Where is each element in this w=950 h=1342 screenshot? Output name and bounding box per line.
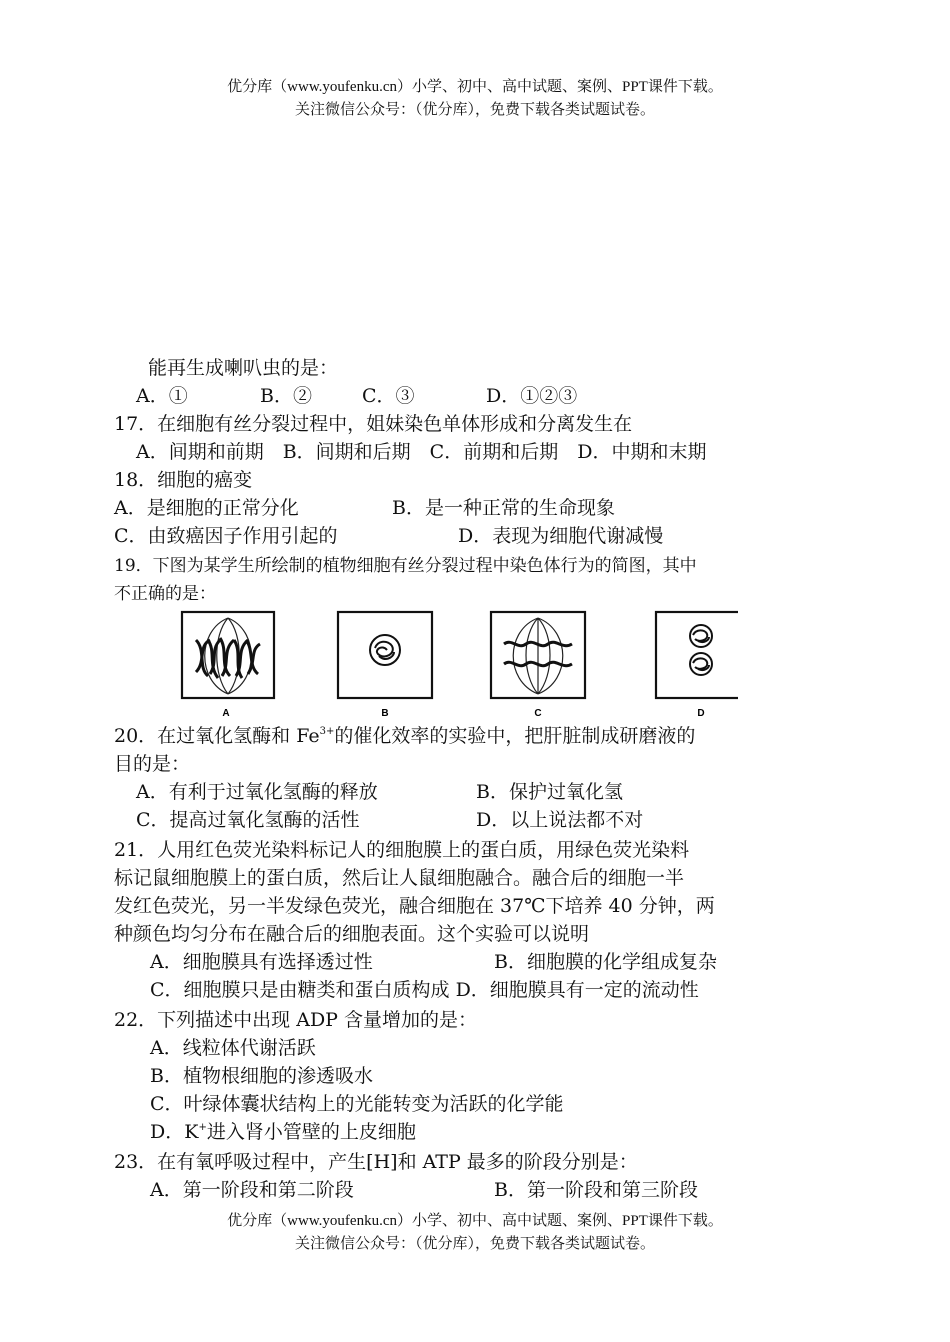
q22-option-a: A．线粒体代谢活跃 [150,1037,316,1059]
q21-line-4: 种颜色均匀分布在融合后的细胞表面。这个实验可以说明 [114,923,590,945]
q20-stem-post: 的催化效率的实验中，把肝脏制成研磨液的 [334,725,696,747]
q21-line-2: 标记鼠细胞膜上的蛋白质，然后让人鼠细胞融合。融合后的细胞一半 [114,867,685,889]
q20-option-d: D．以上说法都不对 [476,809,644,831]
page-header [0,76,950,120]
footer-line-2: 关注微信公众号：（优分库），免费下载各类试题试卷。 [294,1234,655,1252]
q16-option-a: A．① [136,385,188,407]
q23-option-b: B．第一阶段和第三阶段 [494,1179,698,1201]
mitosis-figure-svg [178,610,738,720]
q18-option-a: A．是细胞的正常分化 [114,497,299,519]
q22-option-b: B．植物根细胞的渗透吸水 [150,1065,373,1087]
cell-b [338,612,432,719]
q20-stem-line-2: 目的是： [114,753,191,775]
figure-label-c: C [534,708,542,719]
cell-a [182,612,274,719]
q21-line-1: 21．人用红色荧光染料标记人的细胞膜上的蛋白质，用绿色荧光染料 [114,839,690,861]
q21-option-a: A．细胞膜具有选择透过性 [150,951,373,973]
mitosis-figure [178,610,738,720]
q16-option-c: C．③ [362,385,415,407]
q20-stem-sup: 3+ [319,726,335,737]
cell-d [656,612,738,719]
cell-c [491,612,585,719]
q19-stem-line-2: 不正确的是： [114,584,216,604]
page-footer [0,1210,950,1254]
q22-opt-d-pre: D．K [150,1121,199,1143]
q20-option-a: A．有利于过氧化氢酶的释放 [136,781,378,803]
q21-option-b: B．细胞膜的化学组成复杂 [494,951,717,973]
q18-option-d: D．表现为细胞代谢减慢 [458,525,664,547]
q22-stem: 22．下列描述中出现 ADP 含量增加的是： [114,1009,477,1031]
figure-label-b: B [381,708,389,719]
q16-option-b: B．② [260,385,312,407]
footer-line-1: 优分库（www.youfenku.cn）小学、初中、高中试题、案例、PPT课件下载。 [227,1213,723,1229]
q22-opt-d-sup: + [198,1122,207,1133]
header-line-2: 关注微信公众号：（优分库），免费下载各类试题试卷。 [294,100,655,118]
q18-option-c: C．由致癌因子作用引起的 [114,525,338,547]
q23-stem: 23．在有氧呼吸过程中，产生[H]和 ATP 最多的阶段分别是： [114,1151,638,1173]
q19-stem-line-1: 19．下图为某学生所绘制的植物细胞有丝分裂过程中染色体行为的简图，其中 [114,556,697,576]
q16-option-d: D．①②③ [486,385,578,407]
q20-stem-pre: 20．在过氧化氢酶和 Fe [114,725,320,747]
q22-option-c: C．叶绿体囊状结构上的光能转变为活跃的化学能 [150,1093,564,1115]
q16-stem-tail: 能再生成喇叭虫的是： [148,357,339,379]
q17-options: A．间期和前期 B．间期和后期 C．前期和后期 D．中期和末期 [136,441,707,463]
q17-stem: 17．在细胞有丝分裂过程中，姐妹染色单体形成和分离发生在 [114,413,633,435]
q20-option-b: B．保护过氧化氢 [476,781,623,803]
q18-stem: 18．细胞的癌变 [114,469,253,491]
q21-option-cd: C．细胞膜只是由糖类和蛋白质构成 D．细胞膜具有一定的流动性 [150,979,699,1001]
q23-option-a: A．第一阶段和第二阶段 [150,1179,354,1201]
q21-line-3: 发红色荧光，另一半发绿色荧光，融合细胞在 37℃下培养 40 分钟，两 [114,895,715,917]
figure-label-a: A [222,708,230,719]
header-line-1: 优分库（www.youfenku.cn）小学、初中、高中试题、案例、PPT课件下载。 [227,79,723,95]
q20-option-c: C．提高过氧化氢酶的活性 [136,809,360,831]
q18-option-b: B．是一种正常的生命现象 [392,497,615,519]
q22-option-d [150,1118,416,1146]
figure-label-d: D [697,708,705,719]
q22-opt-d-post: 进入肾小管壁的上皮细胞 [206,1121,416,1143]
q20-stem-line-1 [114,722,695,750]
